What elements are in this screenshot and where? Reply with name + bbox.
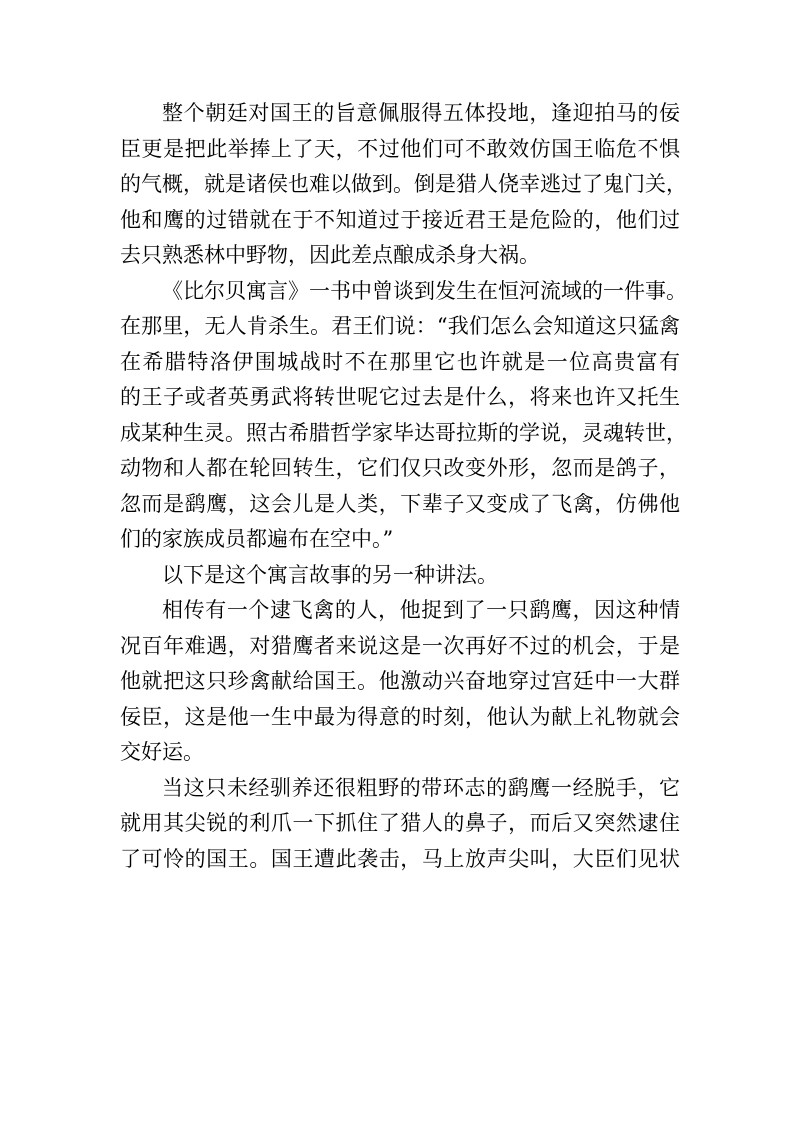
paragraph-4: [120, 593, 680, 771]
text-line: 去只熟悉林中野物，因此差点酿成杀身大祸。: [120, 243, 540, 267]
text-line: 了可怜的国王。国王遭此袭击，马上放声尖叫，大臣们见状: [120, 846, 680, 871]
text-line: 他就把这只珍禽献给国王。他激动兴奋地穿过宫廷中一大群: [120, 669, 680, 693]
text-line: 臣更是把此举捧上了天，不过他们可不敢效仿国王临危不惧: [120, 136, 680, 161]
text-line: 交好运。: [120, 740, 204, 764]
paragraph-1: [120, 96, 687, 274]
text-line: 成某种生灵。照古希腊哲学家毕达哥拉斯的学说，灵魂转世，: [120, 420, 687, 445]
text-line: 的王子或者英勇武将转世呢它过去是什么，将来也许又托生: [120, 385, 680, 409]
text-line: 整个朝廷对国王的旨意佩服得五体投地，逢迎拍马的佞: [162, 101, 680, 125]
text-line: 他和鹰的过错就在于不知道过于接近君王是危险的，他们过: [120, 207, 680, 232]
text-line: 况百年难遇，对猎鹰者来说这是一次再好不过的机会，于是: [120, 633, 680, 658]
text-line: 动物和人都在轮回转生，它们仅只改变外形，忽而是鸽子，: [120, 456, 680, 480]
text-line: 以下是这个寓言故事的另一种讲法。: [162, 562, 498, 587]
paragraph-2: [120, 274, 687, 558]
paragraph-5: [120, 771, 680, 878]
text-line: 们的家族成员都遍布在空中。”: [120, 527, 394, 551]
text-line: 相传有一个逮飞禽的人，他捉到了一只鹞鹰，因这种情: [162, 598, 680, 622]
paragraph-3: [120, 558, 680, 594]
text-line: 的气概，就是诸侯也难以做到。倒是猎人侥幸逃过了鬼门关，: [120, 172, 687, 196]
text-line: 在那里，无人肯杀生。君王们说：“我们怎么会知道这只猛禽: [120, 314, 680, 338]
text-line: 就用其尖锐的利爪一下抓住了猎人的鼻子，而后又突然逮住: [120, 811, 680, 835]
document-body: [120, 96, 687, 877]
text-line: 佞臣，这是他一生中最为得意的时刻，他认为献上礼物就会: [120, 704, 680, 729]
text-line: 《比尔贝寓言》一书中曾谈到发生在恒河流域的一件事。: [162, 278, 687, 303]
text-line: 当这只未经驯养还很粗野的带环志的鹞鹰一经脱手，它: [162, 775, 680, 800]
text-line: 在希腊特洛伊围城战时不在那里它也许就是一位高贵富有: [120, 349, 680, 374]
text-line: 忽而是鹞鹰，这会儿是人类，下辈子又变成了飞禽，仿佛他: [120, 491, 680, 516]
